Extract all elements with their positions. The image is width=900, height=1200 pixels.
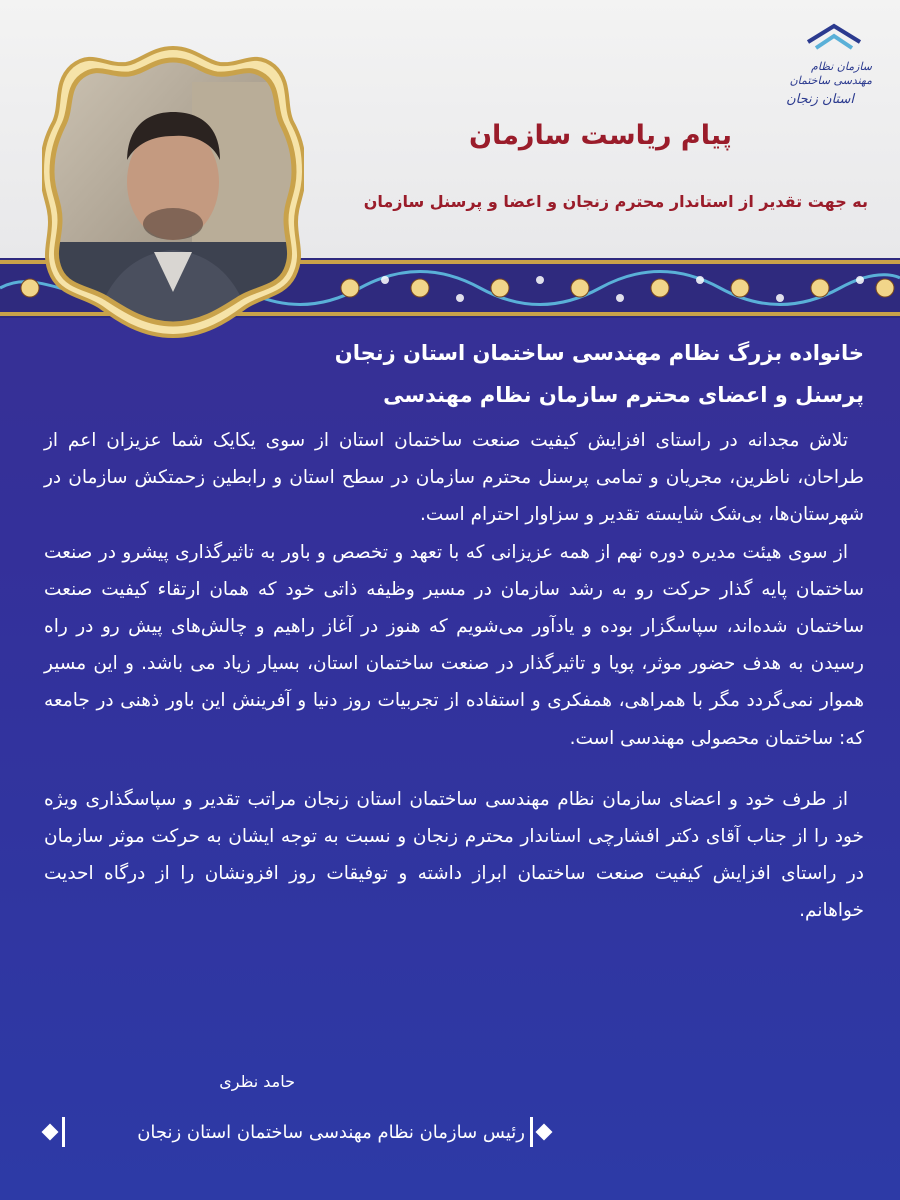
signature-name: حامد نظری xyxy=(219,1072,295,1091)
logo-text-organization: سازمان نظام مهندسی ساختمان xyxy=(789,60,872,87)
logo-text-province: استان زنجان xyxy=(786,92,854,107)
divider-bar xyxy=(530,1117,533,1147)
signature-title: رئیس سازمان نظام مهندسی ساختمان استان زنجان xyxy=(137,1122,525,1143)
logo-mark-icon xyxy=(804,22,864,54)
salutation xyxy=(44,332,864,416)
page-subtitle: به جهت تقدیر از استاندار محترم زنجان و اعضا و پرسنل سازمان xyxy=(363,192,868,211)
page-title: پیام ریاست سازمان xyxy=(469,120,732,151)
paragraph-1: تلاش مجدانه در راستای افزایش کیفیت صنعت ساختمان استان از سوی یکایک شما عزیزان اعم از طراحان، ناظرین، مجریان و تمامی پرسنل محترم سازمان در سطح استان و رابطین زحمتکش سازمان در شهرستان‌ها، بی‌شک شایسته تقدیر و سزاوار احترام است. xyxy=(44,430,864,526)
message-body xyxy=(44,422,864,930)
organization-logo xyxy=(772,22,872,132)
portrait-photo xyxy=(42,42,304,342)
paragraph-3: از طرف خود و اعضای سازمان نظام مهندسی ساختمان استان زنجان مراتب تقدیر و سپاسگذاری ویژه خود را از جناب آقای دکتر افشارچی استاندار محترم زنجان و نسبت به توجه ایشان به حرکت موثر سازمان در راستای افزایش کیفیت صنعت ساختمان ابراز داشته و توفیقات روز افزونشان را از درگاه احدیت خواهانم. xyxy=(44,788,864,922)
heading-line-2: پرسنل و اعضای محترم سازمان نظام مهندسی xyxy=(383,383,864,407)
diamond-icon xyxy=(42,1124,59,1141)
divider-bar xyxy=(62,1117,65,1147)
heading-line-1: خانواده بزرگ نظام مهندسی ساختمان استان زنجان xyxy=(334,341,864,365)
diamond-icon xyxy=(536,1124,553,1141)
paragraph-2: از سوی هیئت مدیره دوره نهم از همه عزیزانی که با تعهد و تخصص و باور به تاثیرگذاری پیشرو در صنعت ساختمان پایه گذار حرکت رو به رشد سازمان در مسیر وظیفه ذاتی خود که همان ارتقاء کیفیت صنعت ساختمان شده‌اند، سپاسگزار بوده و یادآور می‌شویم که هنوز در آغاز راهیم و چالش‌های پیش رو در راه رسیدن به هدف حضور موثر، پویا و تاثیرگذار در صنعت ساختمان استان، بسیار زیاد می باشد. و این مسیر هموار نمی‌گردد مگر با همراهی، همفکری و استفاده از تجربیات روز دنیا و آفرینش این باور ذهنی در جامعه که: ساختمان محصولی مهندسی است. xyxy=(44,541,864,749)
